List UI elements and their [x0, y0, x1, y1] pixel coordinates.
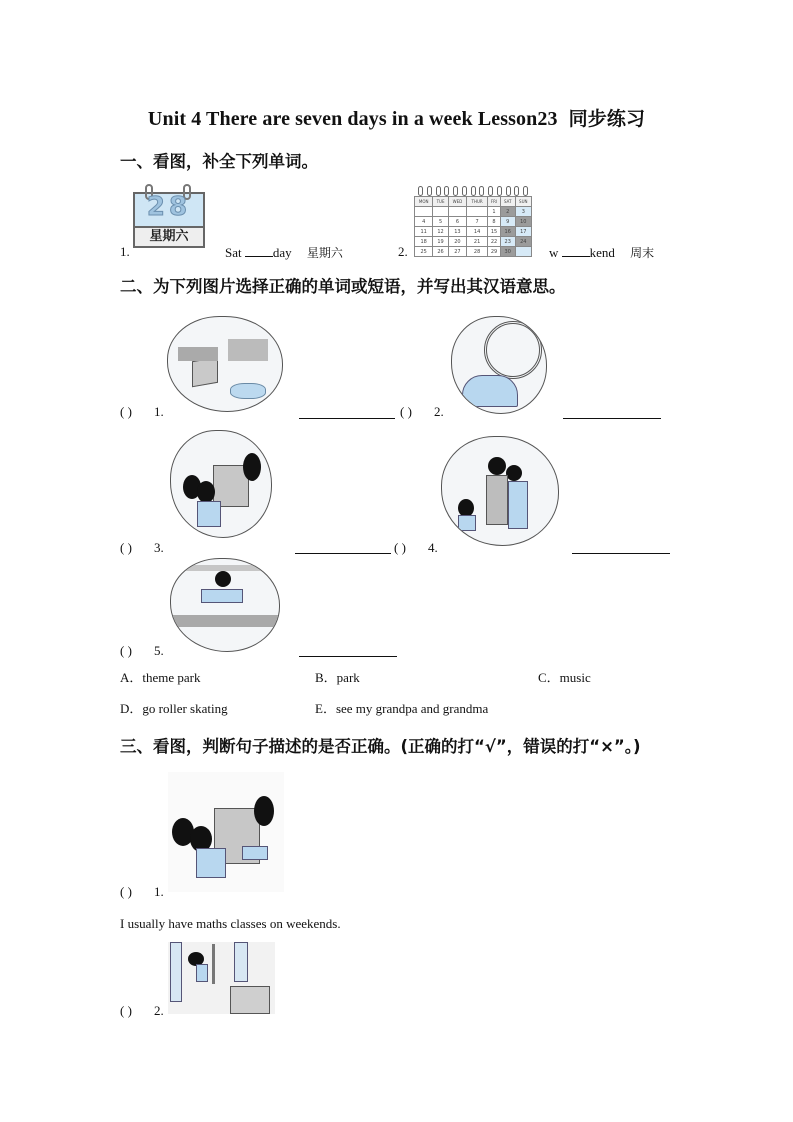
s1-item-1-number: 1.: [120, 244, 130, 259]
calendar-date: 28: [146, 192, 192, 222]
s2-item-2-number: 2.: [434, 404, 444, 419]
s2-item-4-answer-line[interactable]: [572, 553, 670, 554]
title-chinese: 同步练习: [568, 108, 646, 130]
s2-item-1-paren[interactable]: ( ): [120, 404, 132, 419]
s1-item-1-meaning: 星期六: [306, 246, 343, 260]
cleaning-window-scene-image: [168, 942, 275, 1014]
grandparents-scene-image: [441, 436, 559, 546]
s1-item-1-blank[interactable]: [245, 245, 273, 257]
s2-item-3-answer-line[interactable]: [295, 553, 391, 554]
theme-park-scene-image: [451, 316, 547, 414]
s3-item-1-sentence: I usually have maths classes on weekends.: [120, 916, 341, 931]
s2-item-4-number: 4.: [428, 540, 438, 555]
s2-item-1-number: 1.: [154, 404, 164, 419]
s2-item-2-answer-line[interactable]: [563, 418, 661, 419]
s2-item-5-paren[interactable]: ( ): [120, 643, 132, 658]
calendar-weekday: 星期六: [133, 226, 205, 248]
page-title: [0, 104, 793, 131]
s3-item-1-paren[interactable]: ( ): [120, 884, 132, 899]
calendar-month-image: [414, 186, 532, 256]
s2-item-3-paren[interactable]: ( ): [120, 540, 132, 555]
s2-item-1-answer-line[interactable]: [299, 418, 395, 419]
section-2-heading: 二、为下列图片选择正确的单词或短语，并写出其汉语意思。: [120, 277, 566, 296]
calendar-saturday-image: [133, 184, 205, 250]
s1-item-2-blank[interactable]: [562, 245, 590, 257]
s1-item-2-meaning: 周末: [630, 246, 655, 260]
roller-skating-scene-image: [170, 558, 280, 652]
calendar-grid: MON TUE WED THUR FRI SAT SUN 1 2 3 4 5 6 7 8 9 10 11 12 13 14 15 16 17 18 19 20 21 22 23 24 25 26 27 28 29 30: [414, 196, 532, 257]
option-b: B．park: [315, 670, 360, 685]
s1-item-2-word: w kend 周末: [549, 245, 655, 260]
s1-item-1-word: Sat day 星期六: [225, 245, 343, 260]
s2-item-4-paren[interactable]: ( ): [394, 540, 406, 555]
section-1-heading: 一、看图，补全下列单词。: [120, 152, 318, 171]
park-scene-image: [167, 316, 283, 412]
music-class-scene-image: [170, 430, 272, 538]
s2-item-5-answer-line[interactable]: [299, 656, 397, 657]
title-english: Unit 4 There are seven days in a week Lesson23: [147, 108, 558, 130]
s2-item-5-number: 5.: [154, 643, 164, 658]
section-3-heading: 三、看图，判断句子描述的是否正确。(正确的打“√”，错误的打“×”。): [120, 737, 641, 756]
option-d: D．go roller skating: [120, 701, 228, 716]
option-e: E．see my grandpa and grandma: [315, 701, 489, 716]
music-class-scene-image-2: [168, 772, 284, 892]
s2-item-2-paren[interactable]: ( ): [400, 404, 412, 419]
option-a: A．theme park: [120, 670, 201, 685]
s1-item-2-number: 2.: [398, 244, 408, 259]
option-c: C．music: [538, 670, 591, 685]
s3-item-1-number: 1.: [154, 884, 164, 899]
s3-item-2-number: 2.: [154, 1003, 164, 1018]
s2-item-3-number: 3.: [154, 540, 164, 555]
s3-item-2-paren[interactable]: ( ): [120, 1003, 132, 1018]
